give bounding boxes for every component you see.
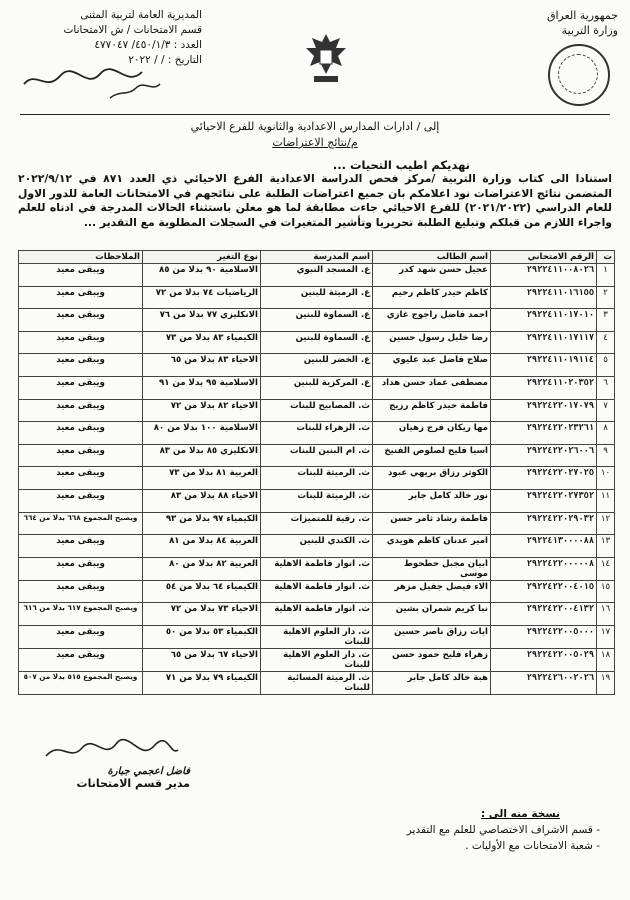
- school-name-cell: ع. السماوة للبنين: [261, 309, 373, 332]
- copy-to-item: - شعبة الامتحانات مع الأوليات .: [465, 840, 600, 852]
- exam-number-cell: ٢٩٢٢٤١١٠٠٨٠٢٦: [491, 264, 597, 287]
- table-row: [19, 671, 615, 694]
- letter-date: التاريخ : / / ٢٠٢٢: [128, 54, 202, 66]
- change-type-cell: العربية ٨٤ بدلا من ٨١: [143, 535, 261, 558]
- student-name-cell: نور خالد كامل جابر: [373, 489, 491, 512]
- school-name-cell: ث. انوار فاطمة الاهلية: [261, 580, 373, 603]
- exam-number-cell: ٢٩٢٢٤١١٠١٦١٥٥: [491, 286, 597, 309]
- student-name-cell: فاطمة رشاد ثامر حسن: [373, 512, 491, 535]
- notes-cell: ويبقى معيد: [19, 376, 143, 399]
- school-name-cell: ع. الرميثة للبنين: [261, 286, 373, 309]
- school-name-cell: ث. ام البنين للبنات: [261, 444, 373, 467]
- student-name-cell: الاء فيصل جفيل مزهر: [373, 580, 491, 603]
- student-name-cell: صلاح فاضل عبد عليوي: [373, 354, 491, 377]
- results-table: [18, 250, 615, 695]
- notes-cell: ويبقى معيد: [19, 580, 143, 603]
- col-header-exam-number: الرقم الامتحاني: [491, 251, 597, 264]
- row-index: ٥: [597, 354, 615, 377]
- letter-body: استنادا الى كتاب وزارة التربية /مركز فحص الدراسة الاعدادية الفرع الاحيائي ذي العدد ٨٧١ في ٢٠٢٢/٩/١٢ المتضمن نتائج الاعتراضات نود اعلامكم بان جميع اعتراضات الطلبة على نتائجهم في الامتحانات العامة للدور الاول للعام الدراسي (٢٠٢١/٢٠٢٢) للفرع الاحيائي جاءت مطابقة لما هو معلن باستثناء الحالات المدرجة في ادناه للعلم واجراء اللازم من قبلكم وتبليغ الطلبة تحريريا وتأشير المتغيرات في السجلات المطلوبة مع التقدير ...: [18, 172, 613, 229]
- row-index: ١٨: [597, 648, 615, 671]
- student-name-cell: ايات رزاق ناصر حسين: [373, 625, 491, 648]
- change-type-cell: الرياضيات ٧٤ بدلا من ٧٢: [143, 286, 261, 309]
- subject-line: م/نتائج الاعتراضات: [272, 136, 358, 149]
- row-index: ١: [597, 264, 615, 287]
- ministry-header: [478, 8, 618, 38]
- school-name-cell: ع. السماوة للبنين: [261, 331, 373, 354]
- col-header-notes: الملاحظات: [19, 251, 143, 264]
- col-header-change-type: نوع التغير: [143, 251, 261, 264]
- exam-number-cell: ٢٩٢٢٤٢٢٠٠٥٠٢٩: [491, 648, 597, 671]
- school-name-cell: ث. الرميثة للبنات: [261, 467, 373, 490]
- greeting: نهديكم اطيب التحيات ...: [332, 158, 470, 172]
- exam-number-cell: ٢٩٢٢٤٢٢٠٠٥٠٠٠: [491, 625, 597, 648]
- exam-number-cell: ٢٩٢٢٤٢٢٠٢٧٠٢٥: [491, 467, 597, 490]
- exam-number-cell: ٢٩٢٢٤٢٢٠٠٤٠١٥: [491, 580, 597, 603]
- row-index: ١٥: [597, 580, 615, 603]
- change-type-cell: الكيمياء ٧٩ بدلا من ٧١: [143, 671, 261, 694]
- exam-number-cell: ٢٩٢٢٤٢٦٠٠٢٠٢٦: [491, 671, 597, 694]
- col-header-index: ت: [597, 251, 615, 264]
- school-name-cell: ع. الخضر للبنين: [261, 354, 373, 377]
- table-row: [19, 422, 615, 445]
- exam-number-cell: ٢٩٢٢٤١١٠١٩١١٤: [491, 354, 597, 377]
- exam-number-cell: ٢٩٢٢٤٢٢٠١٧٠٧٩: [491, 399, 597, 422]
- notes-cell: ويبقى معيد: [19, 399, 143, 422]
- row-index: ١٢: [597, 512, 615, 535]
- table-row: [19, 376, 615, 399]
- table-row: [19, 309, 615, 332]
- addressee-line: إلى / ادارات المدارس الاعدادية والثانوية للفرع الاحيائي: [190, 120, 440, 133]
- notes-cell: ويبقى معيد: [19, 557, 143, 580]
- school-name-cell: ث. دار العلوم الاهلية للبنات: [261, 625, 373, 648]
- row-index: ١٧: [597, 625, 615, 648]
- notes-cell: ويبقى معيد: [19, 309, 143, 332]
- school-name-cell: ع. المركزية للبنين: [261, 376, 373, 399]
- change-type-cell: الكيمياء ٩٧ بدلا من ٩٣: [143, 512, 261, 535]
- change-type-cell: الانكليزي ٨٥ بدلا من ٨٣: [143, 444, 261, 467]
- notes-cell: ويبقى معيد: [19, 625, 143, 648]
- header-divider: [20, 114, 610, 115]
- department-name: قسم الامتحانات / ش الامتحانات: [63, 24, 202, 36]
- notes-cell: ويبقى معيد: [19, 467, 143, 490]
- table-row: [19, 625, 615, 648]
- handwritten-number-mark: [16, 62, 166, 102]
- round-seal-icon: [548, 44, 610, 106]
- student-name-cell: نبا كريم شمران بشين: [373, 603, 491, 626]
- student-name-cell: فاطمة حيدر كاظم رزيج: [373, 399, 491, 422]
- change-type-cell: الانكليزي ٧٧ بدلا من ٧٦: [143, 309, 261, 332]
- change-type-cell: الاسلامية ١٠٠ بدلا من ٨٠: [143, 422, 261, 445]
- reference-number: العدد : ٤٥٠/١/٣/ ٤٧٧٠٤٧: [94, 39, 202, 51]
- change-type-cell: الكيمياء ٨٣ بدلا من ٧٣: [143, 331, 261, 354]
- copy-to-item: - قسم الاشراف الاختصاصي للعلم مع التقدير: [406, 824, 600, 836]
- iraq-eagle-emblem-icon: [302, 30, 350, 88]
- row-index: ٤: [597, 331, 615, 354]
- student-name-cell: كاظم حيدر كاظم رحيم: [373, 286, 491, 309]
- row-index: ٨: [597, 422, 615, 445]
- row-index: ١١: [597, 489, 615, 512]
- school-name-cell: ث. المصابيح للبنات: [261, 399, 373, 422]
- school-name-cell: ث. الرميثة للبنات: [261, 489, 373, 512]
- table-row: [19, 399, 615, 422]
- table-row: [19, 535, 615, 558]
- school-name-cell: ث. انوار فاطمة الاهلية: [261, 557, 373, 580]
- notes-cell: ويبقى معيد: [19, 444, 143, 467]
- change-type-cell: الاحياء ٧٣ بدلا من ٧٢: [143, 603, 261, 626]
- notes-cell: ويبقى معيد: [19, 286, 143, 309]
- change-type-cell: الكيمياء ٥٣ بدلا من ٥٠: [143, 625, 261, 648]
- exam-number-cell: ٢٩٢٢٤٢٢٠٢٧٣٥٢: [491, 489, 597, 512]
- exam-number-cell: ٢٩٢٢٤١٣٠٠٠٠٨٨: [491, 535, 597, 558]
- change-type-cell: الاحياء ٨٣ بدلا من ٦٥: [143, 354, 261, 377]
- table-row: [19, 354, 615, 377]
- school-name-cell: ث. دار العلوم الاهلية للبنات: [261, 648, 373, 671]
- notes-cell: ويبقى معيد: [19, 264, 143, 287]
- table-row: [19, 557, 615, 580]
- table-row: [19, 648, 615, 671]
- notes-cell: ويبقى معيد: [19, 489, 143, 512]
- exam-number-cell: ٢٩٢٢٤١١٠٢٠٣٥٢: [491, 376, 597, 399]
- exam-number-cell: ٢٩٢٢٤٢٢٠٠٤١٣٢: [491, 603, 597, 626]
- table-row: [19, 444, 615, 467]
- school-name-cell: ع. المسجد النبوي: [261, 264, 373, 287]
- exam-number-cell: ٢٩٢٢٤٢٢٠٠٠٠٠٨: [491, 557, 597, 580]
- school-name-cell: ث. الزهراء للبنات: [261, 422, 373, 445]
- change-type-cell: الاسلامية ٩٠ بدلا من ٨٥: [143, 264, 261, 287]
- student-name-cell: مها ريكان فرج زهيان: [373, 422, 491, 445]
- manager-signature: [42, 736, 182, 766]
- student-name-cell: اسيا فليح لصلوص الفنيخ: [373, 444, 491, 467]
- table-row: [19, 580, 615, 603]
- student-name-cell: الكوثر رزاق بريهي عبود: [373, 467, 491, 490]
- notes-cell: ويصبح المجموع ٦٦٨ بدلا من ٦٦٤: [19, 512, 143, 535]
- change-type-cell: العربية ٨١ بدلا من ٧٣: [143, 467, 261, 490]
- row-index: ٩: [597, 444, 615, 467]
- table-row: [19, 264, 615, 287]
- student-name-cell: ابيان مجبل حطحوط موسى: [373, 557, 491, 580]
- student-name-cell: رضا خليل رسول حسين: [373, 331, 491, 354]
- manager-name: فاضل اعجمي جبارة: [107, 766, 190, 777]
- row-index: ٧: [597, 399, 615, 422]
- table-header-row: [19, 251, 615, 264]
- student-name-cell: هبة خالد كامل جابر: [373, 671, 491, 694]
- change-type-cell: الكيمياء ٦٤ بدلا من ٥٤: [143, 580, 261, 603]
- row-index: ٢: [597, 286, 615, 309]
- table-row: [19, 603, 615, 626]
- change-type-cell: العربية ٨٢ بدلا من ٨٠: [143, 557, 261, 580]
- notes-cell: ويبقى معيد: [19, 535, 143, 558]
- copy-to-heading: نسخة منه الى :: [480, 808, 560, 820]
- table-row: [19, 489, 615, 512]
- exam-number-cell: ٢٩٢٢٤١١٠١٧٠١٠: [491, 309, 597, 332]
- manager-block: [40, 766, 190, 790]
- table-row: [19, 512, 615, 535]
- country-name: جمهورية العراق: [546, 9, 618, 22]
- row-index: ١٤: [597, 557, 615, 580]
- school-name-cell: ث. انوار فاطمة الاهلية: [261, 603, 373, 626]
- row-index: ٣: [597, 309, 615, 332]
- row-index: ١٣: [597, 535, 615, 558]
- student-name-cell: احمد فاضل راجوج غازي: [373, 309, 491, 332]
- col-header-student-name: اسم الطالب: [373, 251, 491, 264]
- directorate-header: [12, 8, 202, 68]
- student-name-cell: امير عدنان كاظم هويدي: [373, 535, 491, 558]
- row-index: ١٠: [597, 467, 615, 490]
- change-type-cell: الاسلامية ٩٥ بدلا من ٩١: [143, 376, 261, 399]
- exam-number-cell: ٢٩٢٢٤١١٠١٧١١٧: [491, 331, 597, 354]
- student-name-cell: عجيل حسن شهد كدر: [373, 264, 491, 287]
- change-type-cell: الاحياء ٨٨ بدلا من ٨٣: [143, 489, 261, 512]
- row-index: ١٦: [597, 603, 615, 626]
- school-name-cell: ث. رقية للمتميزات: [261, 512, 373, 535]
- student-name-cell: مصطفى عماد حسن هداد: [373, 376, 491, 399]
- notes-cell: ويبقى معيد: [19, 422, 143, 445]
- col-header-school-name: اسم المدرسة: [261, 251, 373, 264]
- exam-number-cell: ٢٩٢٢٤٢٢٠٢٦٠٠٦: [491, 444, 597, 467]
- directorate-name: المديرية العامة لتربية المثنى: [80, 9, 202, 21]
- notes-cell: ويبقى معيد: [19, 648, 143, 671]
- row-index: ٦: [597, 376, 615, 399]
- exam-number-cell: ٢٩٢٢٤٢٢٠٢٩٠٣٢: [491, 512, 597, 535]
- table-row: [19, 467, 615, 490]
- manager-title: مدير قسم الامتحانات: [76, 777, 190, 790]
- table-row: [19, 331, 615, 354]
- row-index: ١٩: [597, 671, 615, 694]
- table-row: [19, 286, 615, 309]
- exam-number-cell: ٢٩٢٢٤٢٢٠٢٣٢٦١: [491, 422, 597, 445]
- ministry-name: وزارة التربية: [561, 24, 618, 37]
- change-type-cell: الاحياء ٨٢ بدلا من ٧٢: [143, 399, 261, 422]
- student-name-cell: زهراء فليح حمود حسن: [373, 648, 491, 671]
- school-name-cell: ث. الرميثة المسائية للبنات: [261, 671, 373, 694]
- change-type-cell: الاحياء ٦٧ بدلا من ٦٥: [143, 648, 261, 671]
- notes-cell: ويصبح المجموع ٥١٥ بدلا من ٥٠٧: [19, 671, 143, 694]
- notes-cell: ويبقى معيد: [19, 354, 143, 377]
- notes-cell: ويبقى معيد: [19, 331, 143, 354]
- notes-cell: ويصبح المجموع ٦١٧ بدلا من ٦١٦: [19, 603, 143, 626]
- school-name-cell: ث. الكندي للبنين: [261, 535, 373, 558]
